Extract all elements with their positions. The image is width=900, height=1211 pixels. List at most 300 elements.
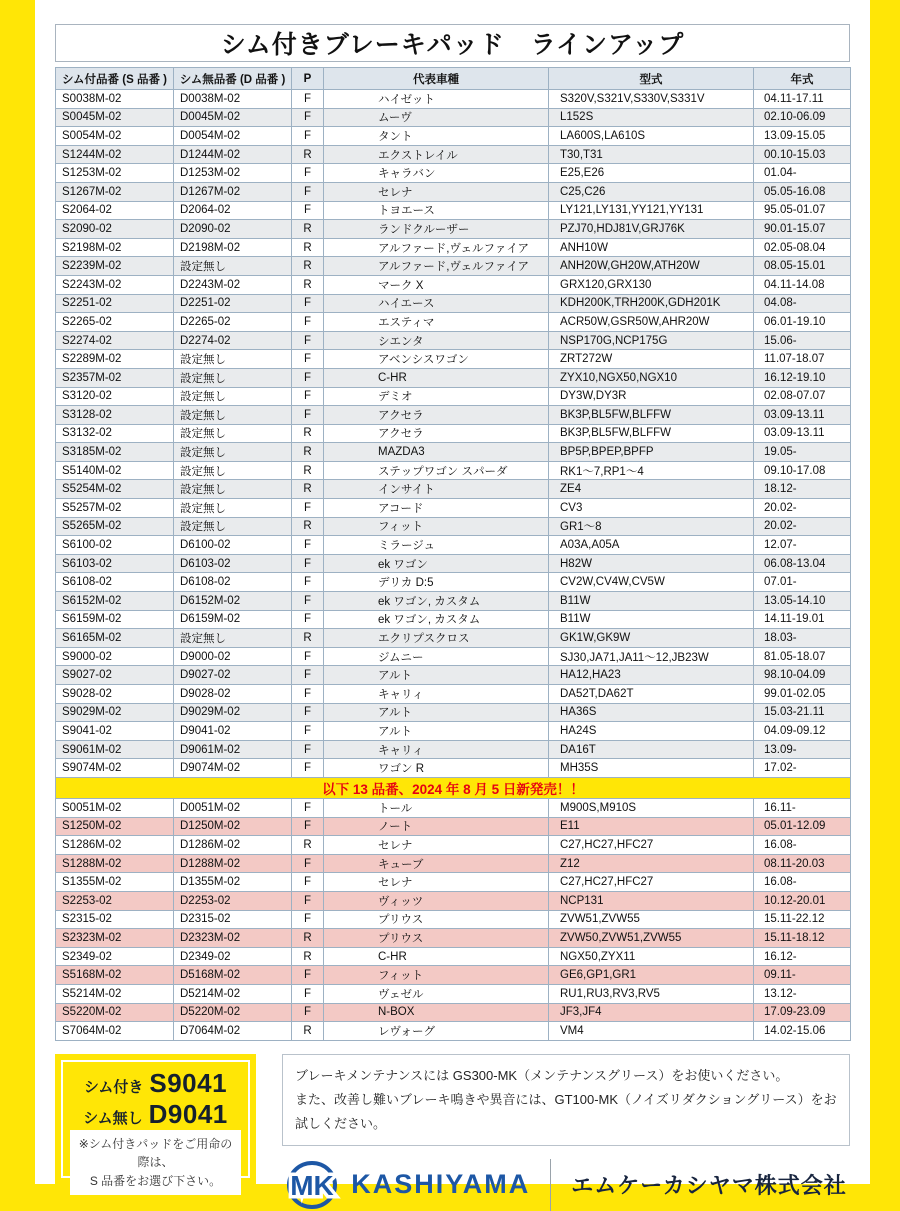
cell-d-part-number: D1253M-02 — [174, 164, 292, 183]
vertical-divider — [550, 1159, 551, 1211]
table-row — [56, 817, 851, 836]
cell-d-part-number: D0054M-02 — [174, 127, 292, 146]
cell-s-part-number: S0051M-02 — [56, 798, 174, 817]
cell-position: F — [292, 647, 324, 666]
cell-model: フィット — [324, 517, 549, 536]
cell-position: R — [292, 461, 324, 480]
cell-position: F — [292, 368, 324, 387]
cell-type-code: LY121,LY131,YY121,YY131 — [549, 201, 754, 220]
cell-s-part-number: S1355M-02 — [56, 873, 174, 892]
table-row — [56, 294, 851, 313]
cell-s-part-number: S9000-02 — [56, 647, 174, 666]
cell-year: 16.11- — [754, 798, 851, 817]
grease-note-line-1: ブレーキメンテナンスには GS300-MK（メンテナンスグリース）をお使いください。 — [295, 1067, 789, 1083]
table-row — [56, 685, 851, 704]
cell-model: プリウス — [324, 929, 549, 948]
cell-year: 99.01-02.05 — [754, 685, 851, 704]
cell-position: F — [292, 387, 324, 406]
cell-d-part-number: D0045M-02 — [174, 108, 292, 127]
column-header-type-code: 型式 — [549, 68, 754, 90]
cell-model: トール — [324, 798, 549, 817]
cell-s-part-number: S0045M-02 — [56, 108, 174, 127]
cell-d-part-number: 設定無し — [174, 350, 292, 369]
cell-position: F — [292, 722, 324, 741]
shim-number-box — [55, 1054, 256, 1188]
cell-s-part-number: S2289M-02 — [56, 350, 174, 369]
cell-d-part-number: D2349-02 — [174, 947, 292, 966]
cell-d-part-number: D2265-02 — [174, 313, 292, 332]
cell-year: 20.02- — [754, 499, 851, 518]
table-row — [56, 629, 851, 648]
cell-position: R — [292, 424, 324, 443]
cell-type-code: H82W — [549, 554, 754, 573]
cell-position: R — [292, 238, 324, 257]
lineup-table — [55, 67, 851, 1041]
new-release-banner-text: 以下 13 品番、2024 年 8 月 5 日新発売！！ — [56, 777, 851, 798]
cell-type-code: DA16T — [549, 740, 754, 759]
table-row — [56, 947, 851, 966]
table-row — [56, 90, 851, 109]
cell-d-part-number: D9029M-02 — [174, 703, 292, 722]
shim-note-line-2: S 品番をお選び下さい。 — [89, 1173, 222, 1188]
cell-s-part-number: S9028-02 — [56, 685, 174, 704]
table-row — [56, 406, 851, 425]
cell-s-part-number: S1286M-02 — [56, 836, 174, 855]
cell-d-part-number: 設定無し — [174, 443, 292, 462]
cell-d-part-number: D6108-02 — [174, 573, 292, 592]
cell-type-code: RK1～7,RP1～4 — [549, 461, 754, 480]
table-row — [56, 647, 851, 666]
shim-without-label: シム無し — [83, 1109, 143, 1127]
cell-position: F — [292, 294, 324, 313]
cell-year: 13.09- — [754, 740, 851, 759]
cell-type-code: CV3 — [549, 499, 754, 518]
cell-type-code: BP5P,BPEP,BPFP — [549, 443, 754, 462]
table-row — [56, 910, 851, 929]
cell-s-part-number: S6165M-02 — [56, 629, 174, 648]
cell-s-part-number: S2251-02 — [56, 294, 174, 313]
cell-type-code: HA12,HA23 — [549, 666, 754, 685]
cell-year: 02.10-06.09 — [754, 108, 851, 127]
table-row — [56, 573, 851, 592]
cell-d-part-number: D1355M-02 — [174, 873, 292, 892]
cell-position: F — [292, 685, 324, 704]
cell-s-part-number: S6100-02 — [56, 536, 174, 555]
cell-position: F — [292, 610, 324, 629]
cell-d-part-number: D9027-02 — [174, 666, 292, 685]
cell-position: R — [292, 145, 324, 164]
cell-year: 08.11-20.03 — [754, 854, 851, 873]
cell-position: R — [292, 443, 324, 462]
table-row — [56, 387, 851, 406]
cell-year: 95.05-01.07 — [754, 201, 851, 220]
cell-position: F — [292, 984, 324, 1003]
cell-year: 19.05- — [754, 443, 851, 462]
cell-type-code: BK3P,BL5FW,BLFFW — [549, 424, 754, 443]
cell-position: F — [292, 350, 324, 369]
cell-s-part-number: S2239M-02 — [56, 257, 174, 276]
cell-type-code: ZE4 — [549, 480, 754, 499]
cell-model: アクセラ — [324, 424, 549, 443]
cell-d-part-number: D6103-02 — [174, 554, 292, 573]
cell-d-part-number: D2090-02 — [174, 220, 292, 239]
cell-d-part-number: D1250M-02 — [174, 817, 292, 836]
cell-d-part-number: 設定無し — [174, 461, 292, 480]
cell-year: 09.10-17.08 — [754, 461, 851, 480]
cell-position: R — [292, 517, 324, 536]
cell-model: キャリィ — [324, 685, 549, 704]
cell-year: 00.10-15.03 — [754, 145, 851, 164]
cell-year: 03.09-13.11 — [754, 424, 851, 443]
cell-position: R — [292, 220, 324, 239]
table-row — [56, 461, 851, 480]
table-row — [56, 873, 851, 892]
cell-model: アベンシスワゴン — [324, 350, 549, 369]
cell-type-code: VM4 — [549, 1022, 754, 1041]
cell-s-part-number: S2323M-02 — [56, 929, 174, 948]
cell-d-part-number: D6159M-02 — [174, 610, 292, 629]
catalog-sheet — [35, 0, 870, 1201]
cell-position: F — [292, 1003, 324, 1022]
page-title: シム付きブレーキパッド ラインアップ — [220, 31, 685, 59]
cell-type-code: ZRT272W — [549, 350, 754, 369]
table-row — [56, 238, 851, 257]
cell-d-part-number: D5220M-02 — [174, 1003, 292, 1022]
cell-year: 18.12- — [754, 480, 851, 499]
cell-year: 04.08- — [754, 294, 851, 313]
cell-type-code: C27,HC27,HFC27 — [549, 873, 754, 892]
table-row — [56, 499, 851, 518]
cell-model: インサイト — [324, 480, 549, 499]
cell-position: R — [292, 629, 324, 648]
maintenance-grease-note — [282, 1054, 850, 1146]
cell-position: F — [292, 910, 324, 929]
cell-s-part-number: S1250M-02 — [56, 817, 174, 836]
table-row — [56, 666, 851, 685]
cell-year: 14.02-15.06 — [754, 1022, 851, 1041]
cell-type-code: B11W — [549, 592, 754, 611]
shim-with-label: シム付き — [83, 1078, 144, 1096]
cell-d-part-number: D9061M-02 — [174, 740, 292, 759]
cell-type-code: Z12 — [549, 854, 754, 873]
cell-year: 98.10-04.09 — [754, 666, 851, 685]
cell-d-part-number: 設定無し — [174, 499, 292, 518]
cell-position: F — [292, 798, 324, 817]
cell-type-code: M900S,M910S — [549, 798, 754, 817]
cell-type-code: E11 — [549, 817, 754, 836]
cell-year: 15.11-22.12 — [754, 910, 851, 929]
cell-position: F — [292, 90, 324, 109]
cell-year: 04.11-17.11 — [754, 90, 851, 109]
cell-position: F — [292, 573, 324, 592]
cell-model: プリウス — [324, 910, 549, 929]
cell-position: F — [292, 499, 324, 518]
column-header-position: P — [292, 68, 324, 90]
cell-model: エスティマ — [324, 313, 549, 332]
cell-s-part-number: S9061M-02 — [56, 740, 174, 759]
cell-type-code: B11W — [549, 610, 754, 629]
cell-s-part-number: S6103-02 — [56, 554, 174, 573]
cell-s-part-number: S0054M-02 — [56, 127, 174, 146]
cell-type-code: HA36S — [549, 703, 754, 722]
cell-s-part-number: S9027-02 — [56, 666, 174, 685]
shim-selection-note — [70, 1130, 241, 1196]
mk-kashiyama-logo — [285, 1160, 530, 1210]
table-row — [56, 517, 851, 536]
cell-position: F — [292, 703, 324, 722]
cell-year: 15.11-18.12 — [754, 929, 851, 948]
table-row — [56, 984, 851, 1003]
cell-position: F — [292, 127, 324, 146]
cell-s-part-number: S9074M-02 — [56, 759, 174, 778]
cell-s-part-number: S5214M-02 — [56, 984, 174, 1003]
shim-with-line — [70, 1068, 241, 1099]
cell-model: セレナ — [324, 836, 549, 855]
table-row — [56, 592, 851, 611]
cell-d-part-number: D0038M-02 — [174, 90, 292, 109]
cell-year: 16.12-19.10 — [754, 368, 851, 387]
cell-position: R — [292, 480, 324, 499]
table-row — [56, 554, 851, 573]
cell-type-code: MH35S — [549, 759, 754, 778]
footer — [55, 1054, 850, 1211]
table-row — [56, 108, 851, 127]
cell-model: ek ワゴン, カスタム — [324, 592, 549, 611]
cell-model: エクリプスクロス — [324, 629, 549, 648]
table-row — [56, 740, 851, 759]
table-header-row — [56, 68, 851, 90]
cell-position: F — [292, 759, 324, 778]
shim-number-box-inner — [61, 1060, 250, 1188]
table-row — [56, 350, 851, 369]
grease-note-line-2: また、改善し難いブレーキ鳴きや異音には、GT100-MK（ノイズリダクショングリース）をお試しください。 — [295, 1091, 837, 1131]
cell-model: エクストレイル — [324, 145, 549, 164]
cell-s-part-number: S6108-02 — [56, 573, 174, 592]
cell-position: F — [292, 740, 324, 759]
cell-s-part-number: S6152M-02 — [56, 592, 174, 611]
table-row — [56, 891, 851, 910]
cell-position: F — [292, 406, 324, 425]
cell-d-part-number: D2064-02 — [174, 201, 292, 220]
table-row — [56, 368, 851, 387]
cell-type-code: SJ30,JA71,JA11～12,JB23W — [549, 647, 754, 666]
cell-year: 06.01-19.10 — [754, 313, 851, 332]
cell-d-part-number: D1286M-02 — [174, 836, 292, 855]
cell-s-part-number: S6159M-02 — [56, 610, 174, 629]
cell-position: R — [292, 275, 324, 294]
cell-model: ランドクルーザー — [324, 220, 549, 239]
cell-s-part-number: S2198M-02 — [56, 238, 174, 257]
cell-d-part-number: 設定無し — [174, 629, 292, 648]
cell-model: ヴィッツ — [324, 891, 549, 910]
cell-model: タント — [324, 127, 549, 146]
cell-model: C-HR — [324, 368, 549, 387]
cell-model: キャラバン — [324, 164, 549, 183]
cell-d-part-number: D9028-02 — [174, 685, 292, 704]
company-name: エムケーカシヤマ株式会社 — [571, 1173, 847, 1199]
cell-year: 17.09-23.09 — [754, 1003, 851, 1022]
cell-d-part-number: 設定無し — [174, 387, 292, 406]
cell-position: R — [292, 836, 324, 855]
cell-s-part-number: S5254M-02 — [56, 480, 174, 499]
cell-model: デミオ — [324, 387, 549, 406]
cell-type-code: ZVW50,ZVW51,ZVW55 — [549, 929, 754, 948]
cell-year: 15.06- — [754, 331, 851, 350]
cell-s-part-number: S1244M-02 — [56, 145, 174, 164]
column-header-model: 代表車種 — [324, 68, 549, 90]
cell-model: セレナ — [324, 873, 549, 892]
cell-model: レヴォーグ — [324, 1022, 549, 1041]
cell-s-part-number: S7064M-02 — [56, 1022, 174, 1041]
cell-model: ムーヴ — [324, 108, 549, 127]
shim-with-value: S9041 — [149, 1067, 228, 1098]
cell-type-code: JF3,JF4 — [549, 1003, 754, 1022]
cell-year: 11.07-18.07 — [754, 350, 851, 369]
cell-position: F — [292, 536, 324, 555]
cell-year: 16.12- — [754, 947, 851, 966]
table-row — [56, 722, 851, 741]
cell-year: 13.09-15.05 — [754, 127, 851, 146]
cell-model: ヴェゼル — [324, 984, 549, 1003]
cell-d-part-number: D5168M-02 — [174, 966, 292, 985]
cell-s-part-number: S2090-02 — [56, 220, 174, 239]
cell-position: F — [292, 873, 324, 892]
cell-s-part-number: S5265M-02 — [56, 517, 174, 536]
cell-s-part-number: S5257M-02 — [56, 499, 174, 518]
cell-model: フィット — [324, 966, 549, 985]
cell-d-part-number: D2251-02 — [174, 294, 292, 313]
cell-year: 81.05-18.07 — [754, 647, 851, 666]
cell-d-part-number: D7064M-02 — [174, 1022, 292, 1041]
cell-d-part-number: D2243M-02 — [174, 275, 292, 294]
cell-d-part-number: D2253-02 — [174, 891, 292, 910]
cell-year: 13.12- — [754, 984, 851, 1003]
cell-position: F — [292, 182, 324, 201]
cell-type-code: ACR50W,GSR50W,AHR20W — [549, 313, 754, 332]
table-row — [56, 275, 851, 294]
cell-model: ek ワゴン — [324, 554, 549, 573]
table-row — [56, 966, 851, 985]
cell-type-code: BK3P,BL5FW,BLFFW — [549, 406, 754, 425]
table-row — [56, 798, 851, 817]
footer-right — [282, 1054, 850, 1211]
cell-type-code: GRX120,GRX130 — [549, 275, 754, 294]
column-header-year: 年式 — [754, 68, 851, 90]
cell-s-part-number: S3128-02 — [56, 406, 174, 425]
cell-model: アルファード,ヴェルファイア — [324, 257, 549, 276]
cell-type-code: RU1,RU3,RV3,RV5 — [549, 984, 754, 1003]
brand-row — [282, 1159, 850, 1211]
cell-s-part-number: S0038M-02 — [56, 90, 174, 109]
table-row — [56, 1022, 851, 1041]
cell-d-part-number: 設定無し — [174, 424, 292, 443]
cell-type-code: C27,HC27,HFC27 — [549, 836, 754, 855]
cell-year: 20.02- — [754, 517, 851, 536]
cell-model: アルファード,ヴェルファイア — [324, 238, 549, 257]
cell-d-part-number: 設定無し — [174, 406, 292, 425]
cell-type-code: GR1～8 — [549, 517, 754, 536]
cell-type-code: ANH10W — [549, 238, 754, 257]
cell-model: アコード — [324, 499, 549, 518]
cell-d-part-number: 設定無し — [174, 257, 292, 276]
cell-year: 16.08- — [754, 873, 851, 892]
cell-type-code: KDH200K,TRH200K,GDH201K — [549, 294, 754, 313]
cell-d-part-number: D2323M-02 — [174, 929, 292, 948]
table-row — [56, 424, 851, 443]
table-row — [56, 331, 851, 350]
cell-s-part-number: S1253M-02 — [56, 164, 174, 183]
cell-s-part-number: S9041-02 — [56, 722, 174, 741]
cell-type-code: LA600S,LA610S — [549, 127, 754, 146]
cell-model: マーク X — [324, 275, 549, 294]
cell-type-code: S320V,S321V,S330V,S331V — [549, 90, 754, 109]
new-release-banner — [56, 777, 851, 798]
cell-s-part-number: S1267M-02 — [56, 182, 174, 201]
cell-d-part-number: D0051M-02 — [174, 798, 292, 817]
cell-model: ek ワゴン, カスタム — [324, 610, 549, 629]
cell-model: MAZDA3 — [324, 443, 549, 462]
cell-s-part-number: S2315-02 — [56, 910, 174, 929]
cell-model: デリカ D:5 — [324, 573, 549, 592]
cell-model: アクセラ — [324, 406, 549, 425]
cell-position: F — [292, 164, 324, 183]
logo-wordmark: KASHIYAMA — [351, 1169, 531, 1200]
table-row — [56, 127, 851, 146]
cell-type-code: C25,C26 — [549, 182, 754, 201]
cell-position: F — [292, 592, 324, 611]
cell-d-part-number: D6152M-02 — [174, 592, 292, 611]
table-row — [56, 443, 851, 462]
cell-d-part-number: D9000-02 — [174, 647, 292, 666]
cell-d-part-number: D5214M-02 — [174, 984, 292, 1003]
page-title-box — [55, 24, 850, 62]
cell-model: アルト — [324, 703, 549, 722]
cell-year: 05.05-16.08 — [754, 182, 851, 201]
cell-position: F — [292, 108, 324, 127]
cell-position: R — [292, 947, 324, 966]
cell-type-code: GE6,GP1,GR1 — [549, 966, 754, 985]
cell-s-part-number: S3185M-02 — [56, 443, 174, 462]
cell-year: 09.11- — [754, 966, 851, 985]
cell-d-part-number: D2198M-02 — [174, 238, 292, 257]
cell-year: 18.03- — [754, 629, 851, 648]
cell-model: ミラージュ — [324, 536, 549, 555]
cell-model: ハイゼット — [324, 90, 549, 109]
table-row — [56, 1003, 851, 1022]
cell-model: ノート — [324, 817, 549, 836]
mk-circle-icon — [285, 1160, 347, 1210]
cell-position: F — [292, 854, 324, 873]
cell-s-part-number: S5168M-02 — [56, 966, 174, 985]
cell-type-code: DA52T,DA62T — [549, 685, 754, 704]
cell-d-part-number: 設定無し — [174, 480, 292, 499]
cell-model: ジムニー — [324, 647, 549, 666]
cell-position: R — [292, 257, 324, 276]
cell-s-part-number: S2265-02 — [56, 313, 174, 332]
table-row — [56, 201, 851, 220]
cell-type-code: NSP170G,NCP175G — [549, 331, 754, 350]
cell-year: 17.02- — [754, 759, 851, 778]
table-row — [56, 313, 851, 332]
cell-type-code: L152S — [549, 108, 754, 127]
cell-year: 03.09-13.11 — [754, 406, 851, 425]
cell-model: アルト — [324, 722, 549, 741]
cell-year: 90.01-15.07 — [754, 220, 851, 239]
table-row — [56, 182, 851, 201]
cell-d-part-number: 設定無し — [174, 517, 292, 536]
cell-type-code: A03A,A05A — [549, 536, 754, 555]
cell-position: F — [292, 201, 324, 220]
